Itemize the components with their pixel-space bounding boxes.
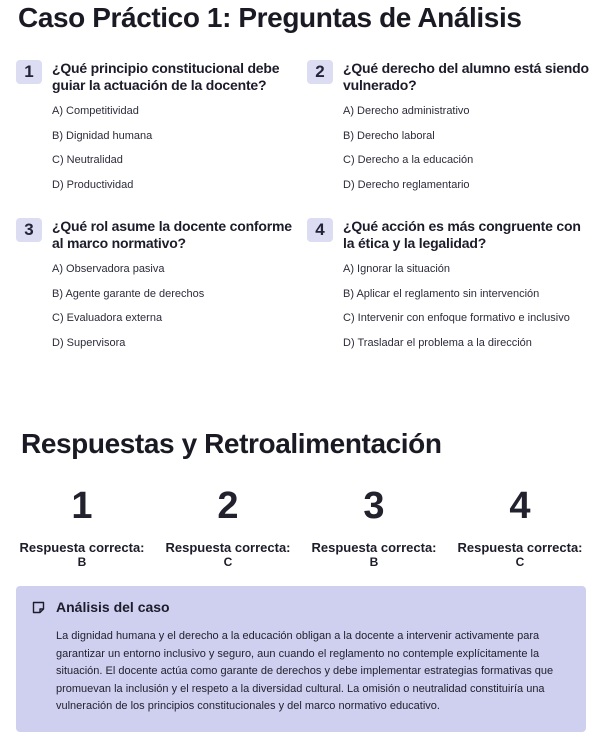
option-c[interactable]: C) Neutralidad [52,154,123,166]
answer-card-1 [9,484,155,570]
options-list [343,262,570,360]
analysis-body: La dignidad humana y el derecho a la educación obligan a la docente a intervenir activamente para garantizar un entorno inclusivo y seguro, aun cuando el reglamento no contemple explícitamente la situación. El docente actúa como garante de derechos y debe implementar estrategias formativas que promuevan la inclusión y el respeto a la diversidad cultural. La omisión o neutralidad constituiría una vulneración de los principios constitucionales y del marco normativo educativo. [56,630,554,712]
answer-card-4 [447,484,593,570]
answer-letter: B [77,555,87,569]
option-b[interactable]: B) Aplicar el reglamento sin intervención [343,287,540,300]
question-text: ¿Qué acción es más congruente con la ética y la legalidad? [343,218,581,251]
questions-grid [16,58,596,368]
options-list [343,104,473,202]
option-c[interactable]: C) Derecho a la educación [343,154,474,166]
answer-label: Respuesta correcta: [19,540,145,555]
answer-number: 4 [509,485,531,527]
analysis-callout [16,586,586,732]
option-d[interactable]: D) Supervisora [52,336,126,349]
option-d[interactable]: D) Derecho reglamentario [343,178,470,191]
option-a[interactable]: A) Observadora pasiva [52,263,165,275]
options-list [52,262,204,360]
question-number-badge: 4 [307,218,333,242]
answer-number: 2 [217,485,239,527]
answer-number: 1 [71,485,93,527]
answer-letter: C [515,555,525,569]
question-number-badge: 3 [16,218,42,242]
option-d[interactable]: D) Trasladar el problema a la dirección [343,336,532,349]
question-text: ¿Qué rol asume la docente conforme al marco normativo? [52,218,292,251]
option-a[interactable]: A) Ignorar la situación [343,263,450,275]
answer-label: Respuesta correcta: [311,540,437,555]
answer-label: Respuesta correcta: [165,540,291,555]
option-c[interactable]: C) Intervenir con enfoque formativo e inclusivo [343,312,570,324]
option-c[interactable]: C) Evaluadora externa [52,312,163,324]
question-text: ¿Qué principio constitucional debe guiar la actuación de la docente? [52,60,280,93]
question-number-badge: 1 [16,60,42,84]
answer-label: Respuesta correcta: [457,540,583,555]
answer-card-3 [301,484,447,570]
option-d[interactable]: D) Productividad [52,178,134,191]
option-b[interactable]: B) Derecho laboral [343,129,435,142]
analysis-title: Análisis del caso [56,599,170,615]
options-list [52,104,152,202]
question-text: ¿Qué derecho del alumno está siendo vulnerado? [343,60,589,93]
page-title: Caso Práctico 1: Preguntas de Análisis [18,2,522,33]
option-b[interactable]: B) Agente garante de derechos [52,287,205,300]
answer-card-2 [155,484,301,570]
answer-letter: B [369,555,379,569]
option-a[interactable]: A) Competitividad [52,105,139,117]
option-b[interactable]: B) Dignidad humana [52,129,153,142]
answers-section-title: Respuestas y Retroalimentación [21,428,442,459]
question-number-badge: 2 [307,60,333,84]
answer-letter: C [223,555,233,569]
option-a[interactable]: A) Derecho administrativo [343,105,470,117]
note-icon [32,601,45,614]
answer-number: 3 [363,485,385,527]
